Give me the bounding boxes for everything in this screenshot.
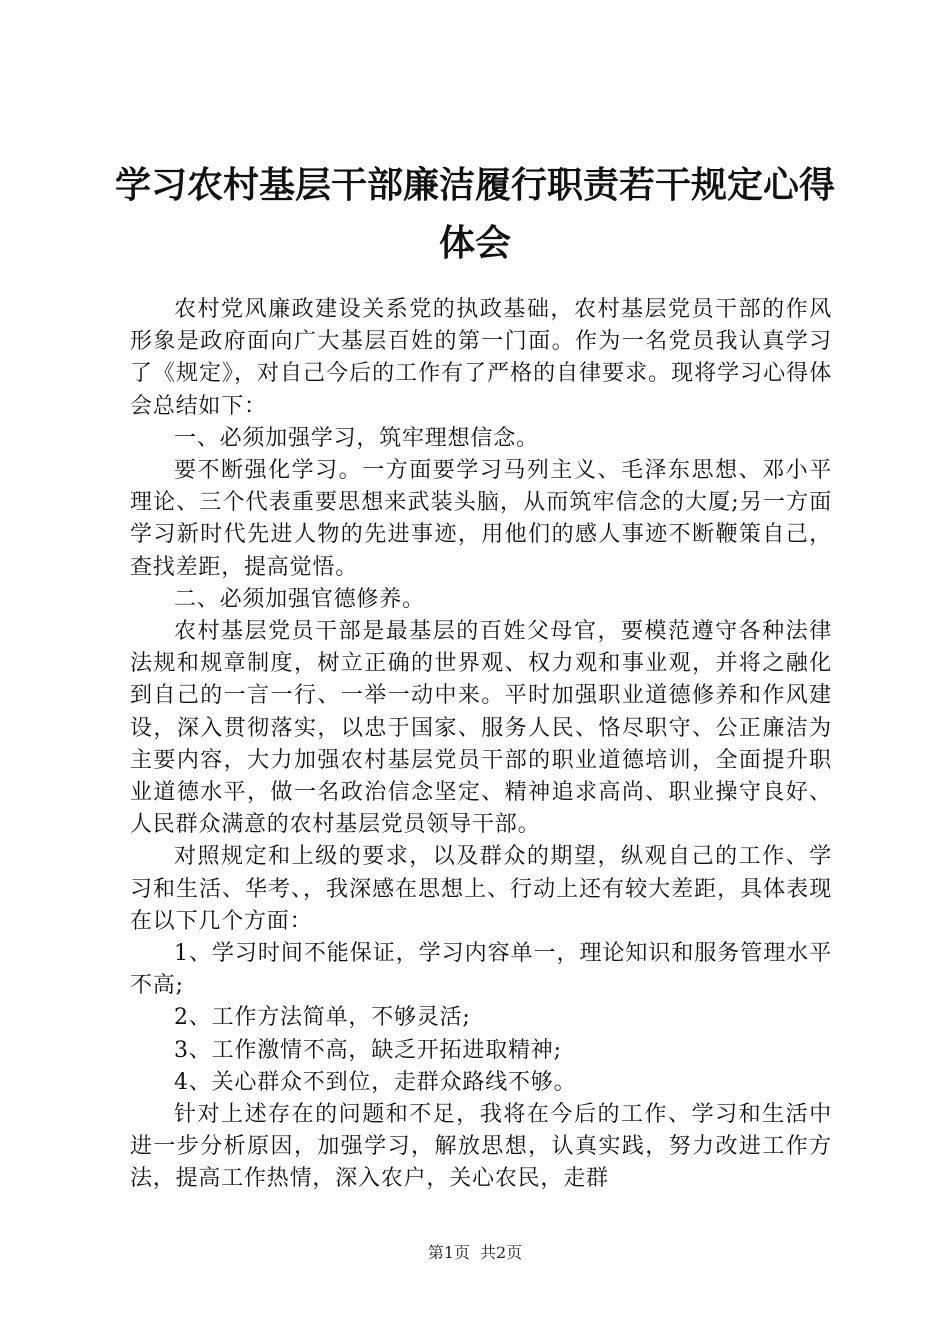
list-item-3: 3、工作激情不高，缺乏开拓进取精神; [174, 1037, 562, 1063]
list-item-2: 2、工作方法简单，不够灵活; [174, 1005, 471, 1031]
paragraph-section-2: 农村基层党员干部是最基层的百姓父母官，要模范遵守各种法律法规和规章制度，树立正确的世界观、权力观和事业观，并将之融化到自己的一言一行、一举一动中来。平时加强职业道德修养和作风建设，深入贯彻落实，以忠于国家、服务人民、恪尽职守、公正廉洁为主要内容，大力加强农村基层党员干部的职业道德培训，全面提升职业道德水平，做一名政治信念坚定、精神追求高尚、职业操守良好、人民群众满意的农村基层党员领导干部。 [130, 619, 832, 838]
paragraph-self-review: 对照规定和上级的要求，以及群众的期望，纵观自己的工作、学习和生活、华考、，我深感在思想上、行动上还有较大差距，具体表现在以下几个方面： [130, 844, 832, 934]
heading-section-1: 一、必须加强学习，筑牢理想信念。 [174, 425, 539, 451]
paragraph-improvement: 针对上述存在的问题和不足，我将在今后的工作、学习和生活中进一步分析原因，加强学习，解放思想，认真实践，努力改进工作方法，提高工作热情，深入农户，关心农民，走群 [130, 1102, 832, 1192]
page-number: 第1页 [427, 1243, 470, 1262]
paragraph-section-1: 要不断强化学习。一方面要学习马列主义、毛泽东思想、邓小平理论、三个代表重要思想来武装头脑，从而筑牢信念的大厦;另一方面学习新时代先进人物的先进事迹，用他们的感人事迹不断鞭策自己，查找差距，提高觉悟。 [130, 458, 832, 580]
document-title-line-1: 学习农村基层干部廉洁履行职责若干规定心得 [114, 165, 835, 206]
page-footer [0, 1243, 950, 1263]
document-title-line-2: 体会 [438, 223, 511, 264]
list-item-4: 4、关心群众不到位，走群众路线不够。 [174, 1069, 577, 1095]
list-item-1: 1、学习时间不能保证，学习内容单一，理论知识和服务管理水平不高; [130, 941, 832, 999]
heading-section-2: 二、必须加强官德修养。 [174, 586, 425, 612]
paragraph-intro: 农村党风廉政建设关系党的执政基础，农村基层党员干部的作风形象是政府面向广大基层百姓的第一门面。作为一名党员我认真学习了《规定》，对自己今后的工作有了严格的自律要求。现将学习心得体会总结如下： [130, 297, 832, 419]
document-body [130, 294, 832, 1196]
page-total: 共2页 [480, 1243, 523, 1262]
